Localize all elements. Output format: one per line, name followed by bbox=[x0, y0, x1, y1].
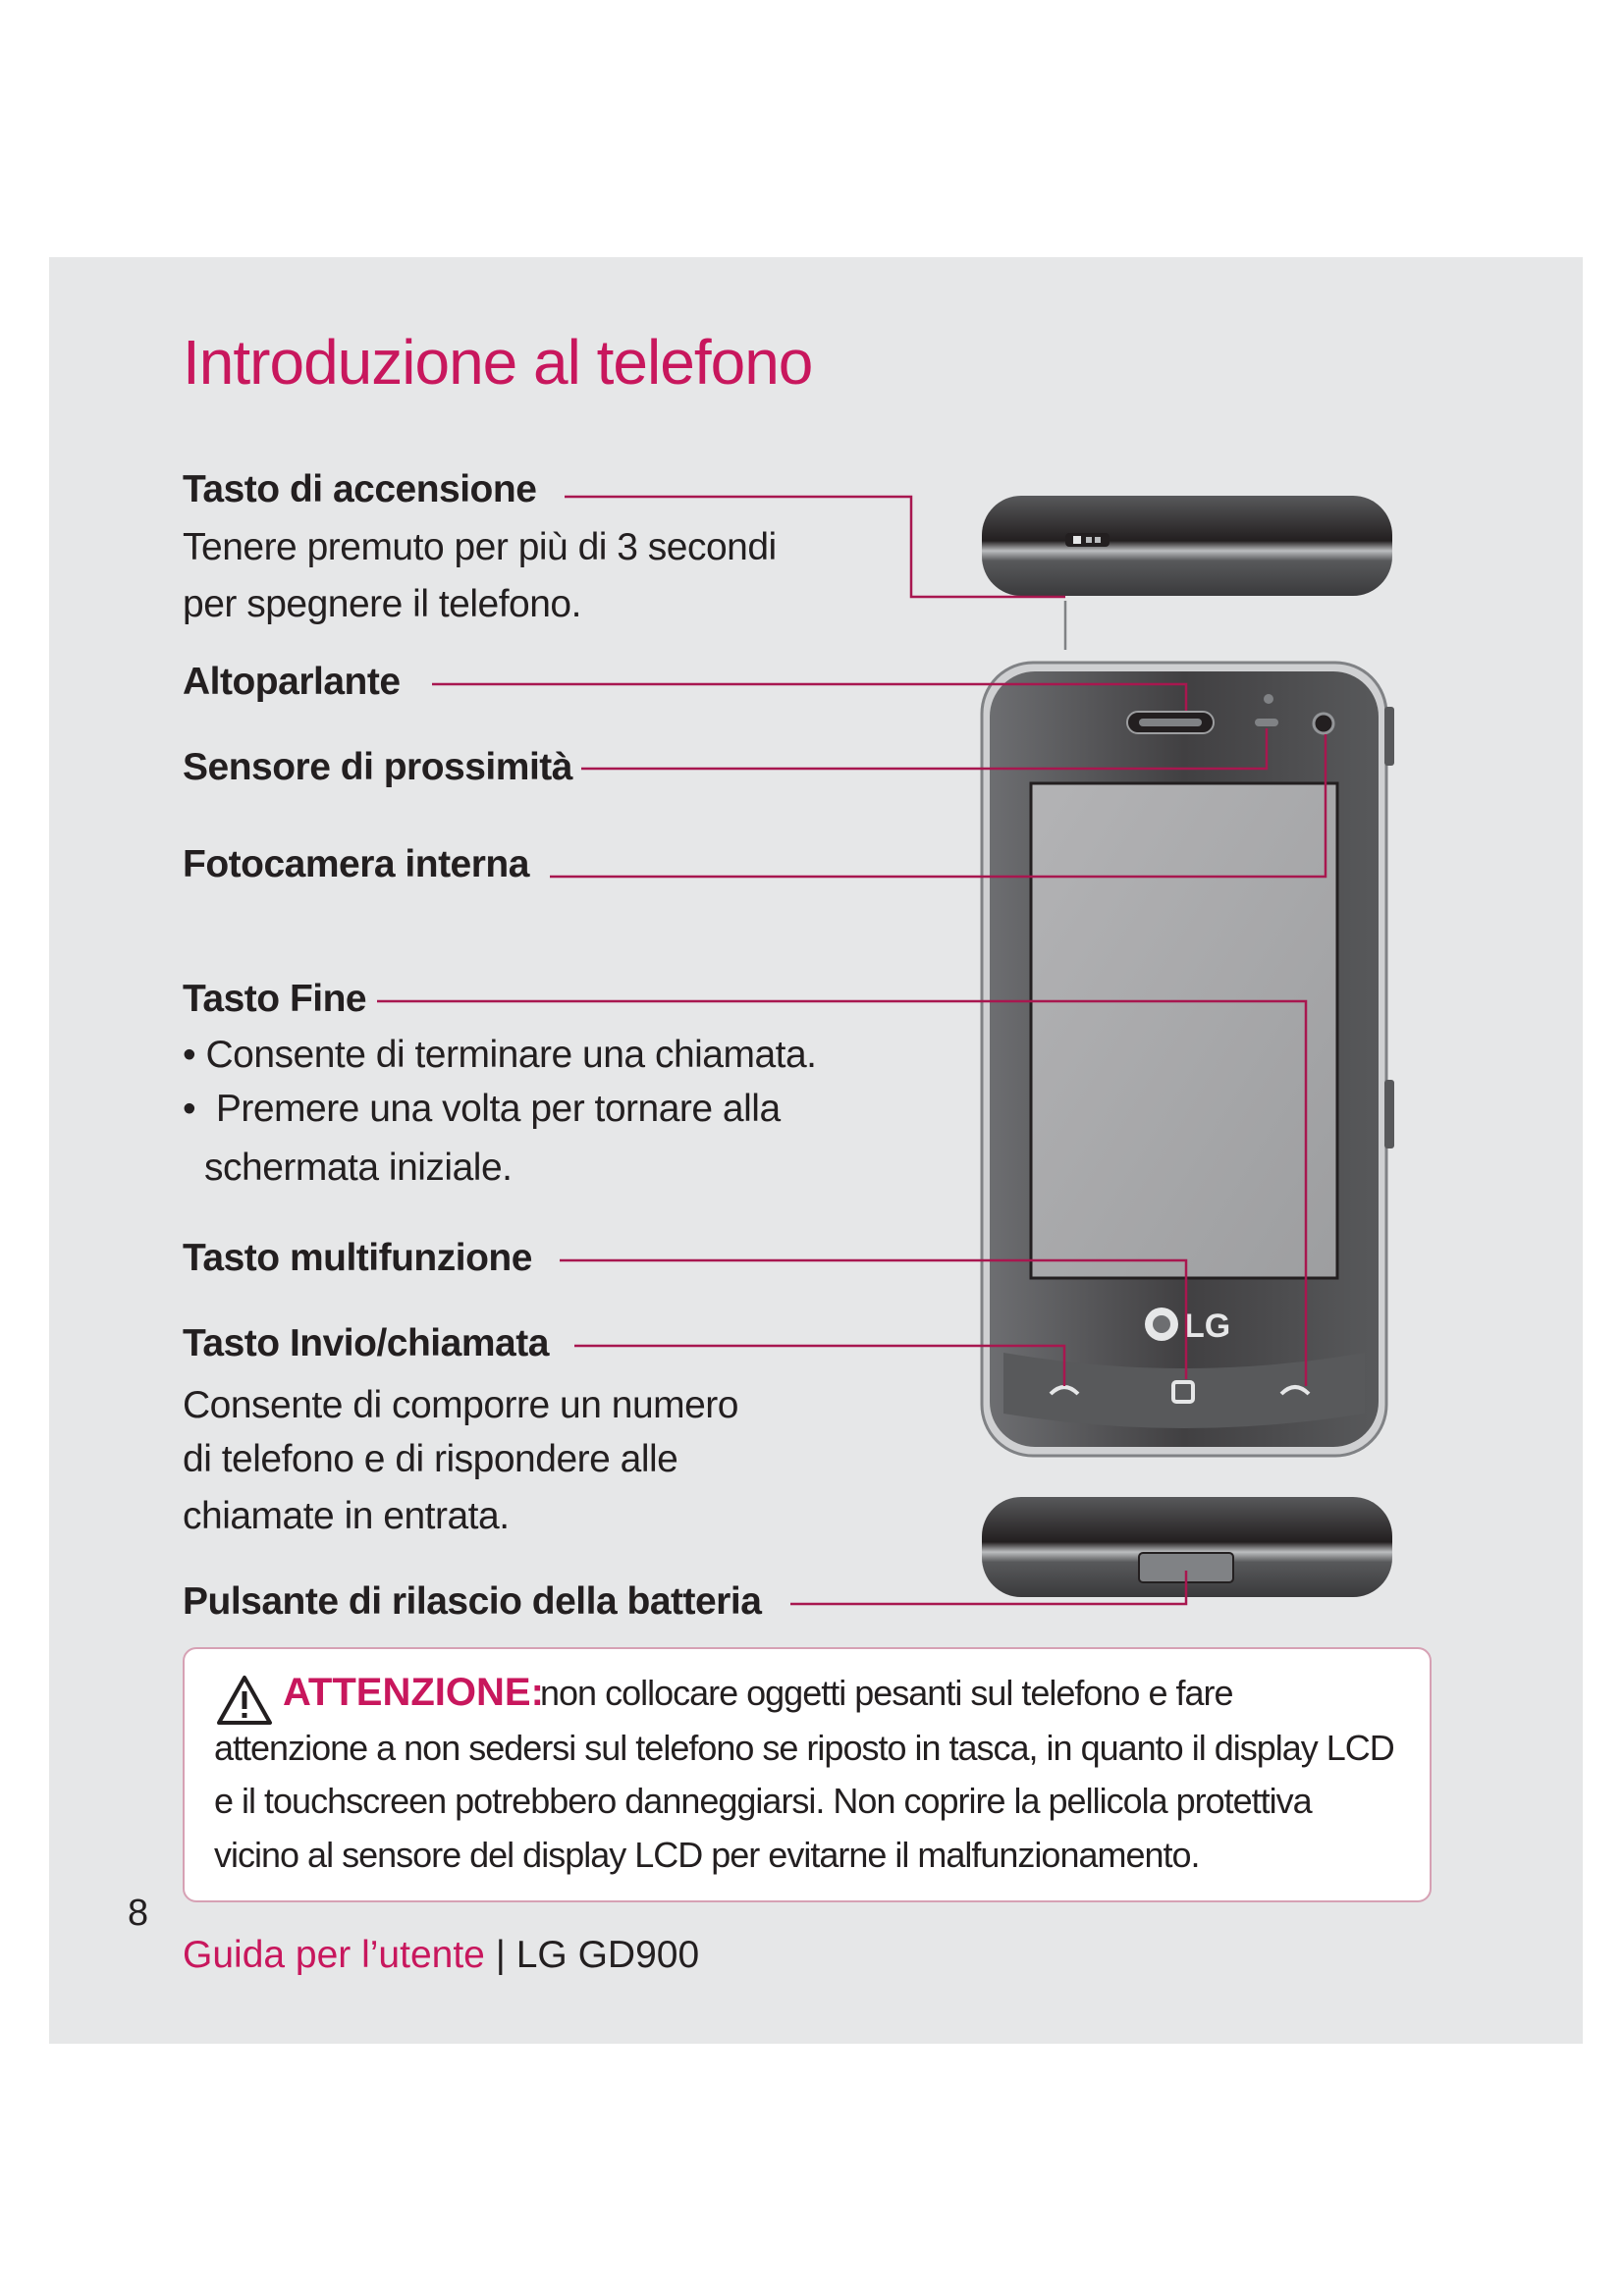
warning-line-1: non collocare oggetti pesanti sul telefono e fare bbox=[540, 1673, 1233, 1713]
send-key-desc-3: chiamate in entrata. bbox=[183, 1495, 510, 1537]
label-inner-camera: Fotocamera interna bbox=[183, 843, 529, 885]
footer-guide: Guida per l’utente bbox=[183, 1934, 485, 1976]
end-key-bullet-1: • Consente di terminare una chiamata. bbox=[183, 1034, 817, 1076]
end-key-bullet-2-cont: schermata iniziale. bbox=[204, 1147, 513, 1189]
phone-top-view bbox=[982, 496, 1392, 596]
label-power-key: Tasto di accensione bbox=[183, 468, 537, 510]
warning-line-3: e il touchscreen potrebbero danneggiarsi. Non coprire la pellicola protettiva bbox=[214, 1781, 1312, 1821]
footer-separator: | bbox=[495, 1934, 506, 1976]
label-multitask-key: Tasto multifunzione bbox=[183, 1237, 532, 1279]
warning-triangle-icon bbox=[216, 1675, 273, 1726]
page-title: Introduzione al telefono bbox=[183, 327, 813, 398]
footer bbox=[183, 1934, 699, 1977]
warning-line-2: attenzione a non sedersi sul telefono se riposto in tasca, in quanto il display LCD bbox=[214, 1728, 1394, 1768]
power-key-desc-1: Tenere premuto per più di 3 secondi bbox=[183, 526, 777, 568]
brand-logo: LG bbox=[1184, 1308, 1231, 1345]
label-proximity-sensor: Sensore di prossimità bbox=[183, 746, 572, 788]
warning-line-4: vicino al sensore del display LCD per evitarne il malfunzionamento. bbox=[214, 1835, 1200, 1875]
label-speaker: Altoparlante bbox=[183, 661, 401, 703]
warning-box bbox=[183, 1647, 1432, 1902]
send-key-desc-2: di telefono e di rispondere alle bbox=[183, 1438, 678, 1480]
end-key-bullet-2: • Premere una volta per tornare alla bbox=[183, 1088, 781, 1130]
label-battery-release: Pulsante di rilascio della batteria bbox=[183, 1580, 762, 1623]
power-key-desc-2: per spegnere il telefono. bbox=[183, 583, 581, 625]
label-end-key: Tasto Fine bbox=[183, 978, 367, 1020]
page-number: 8 bbox=[128, 1893, 149, 1934]
warning-title: ATTENZIONE: bbox=[283, 1671, 544, 1714]
footer-model: LG GD900 bbox=[515, 1934, 700, 1976]
label-send-key: Tasto Invio/chiamata bbox=[183, 1322, 549, 1364]
send-key-desc-1: Consente di comporre un numero bbox=[183, 1384, 738, 1426]
phone-front-view bbox=[982, 663, 1394, 1456]
